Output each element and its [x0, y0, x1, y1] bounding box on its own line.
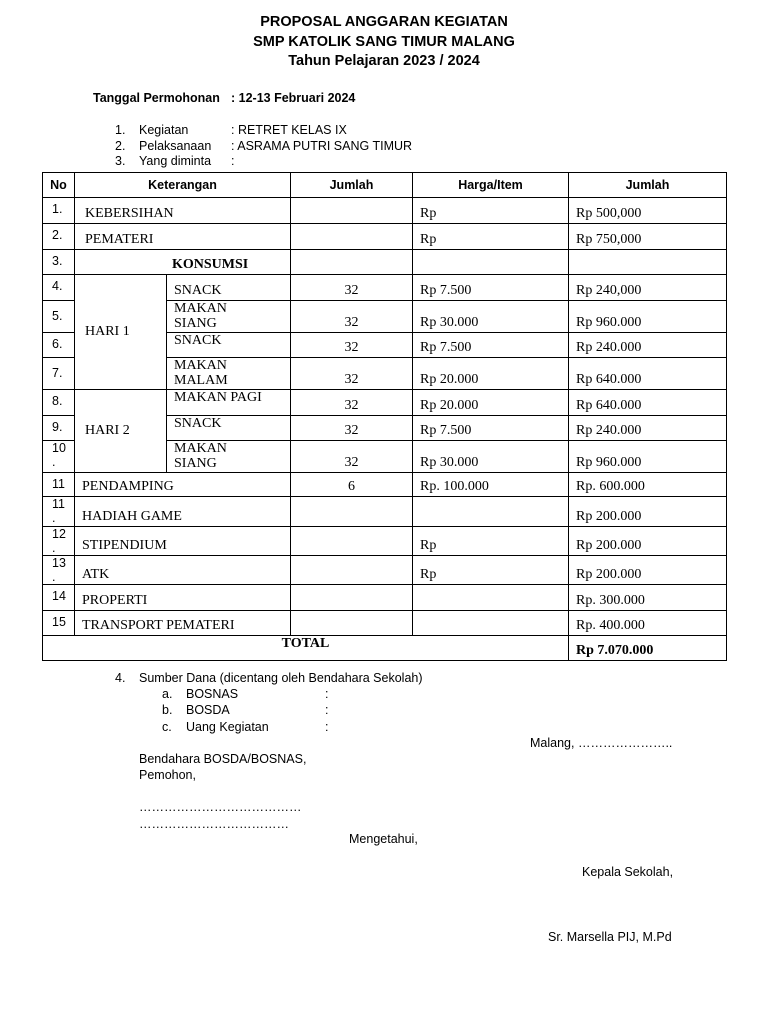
row-number: 8. [43, 390, 75, 416]
row-unit-price: Rp 20.000 [413, 390, 569, 416]
row-unit-price: Rp [413, 556, 569, 585]
row-item: MAKAN SIANG [167, 301, 291, 333]
row-unit-price: Rp [413, 224, 569, 250]
column-header-description: Keterangan [75, 173, 291, 198]
row-number: 12 . [43, 527, 75, 556]
row-total: Rp 200.000 [569, 497, 727, 527]
row-unit-price: Rp 30.000 [413, 301, 569, 333]
row-description: TRANSPORT PEMATERI [75, 611, 291, 636]
row-unit-price: Rp 30.000 [413, 441, 569, 473]
row-total: Rp. 600.000 [569, 473, 727, 497]
request-date-label: Tanggal Permohonan [93, 91, 220, 105]
row-number: 10 . [43, 441, 75, 473]
row-unit-price: Rp [413, 198, 569, 224]
row-item: MAKAN SIANG [167, 441, 291, 473]
academic-year: Tahun Pelajaran 2023 / 2024 [288, 53, 480, 69]
row-unit-price [413, 611, 569, 636]
table-row [43, 497, 727, 527]
row-number: 4. [43, 275, 75, 301]
funding-letter: b. [162, 703, 173, 717]
row-quantity: 32 [291, 358, 413, 390]
row-unit-price: Rp 7.500 [413, 333, 569, 358]
funding-number: 4. [115, 671, 126, 685]
row-quantity [291, 224, 413, 250]
info-number: 1. [115, 123, 126, 137]
row-unit-price: Rp. 100.000 [413, 473, 569, 497]
row-quantity: 32 [291, 275, 413, 301]
row-unit-price [413, 497, 569, 527]
row-description: PENDAMPING [75, 473, 291, 497]
row-number: 14 [43, 585, 75, 611]
row-total: Rp 750,000 [569, 224, 727, 250]
day-2-label: HARI 2 [75, 390, 167, 473]
budget-table [42, 172, 727, 661]
row-total: Rp 200.000 [569, 556, 727, 585]
row-item: SNACK [167, 416, 291, 441]
table-header-row [43, 173, 727, 198]
row-description: KEBERSIHAN [75, 198, 291, 224]
row-item: SNACK [167, 333, 291, 358]
total-row [43, 636, 727, 661]
row-number: 1. [43, 198, 75, 224]
row-total: Rp. 300.000 [569, 585, 727, 611]
info-value: : ASRAMA PUTRI SANG TIMUR [231, 139, 413, 153]
row-total: Rp. 400.000 [569, 611, 727, 636]
table-row [43, 527, 727, 556]
row-item: MAKAN PAGI [167, 390, 291, 416]
total-value: Rp 7.070.000 [569, 636, 727, 661]
info-value: : [231, 154, 235, 168]
row-description: STIPENDIUM [75, 527, 291, 556]
row-quantity: 32 [291, 390, 413, 416]
row-quantity [291, 585, 413, 611]
table-row [43, 198, 727, 224]
funding-option-bosnas: BOSNAS [186, 687, 239, 701]
row-item: MAKAN MALAM [167, 358, 291, 390]
row-quantity [291, 497, 413, 527]
row-total: Rp 500,000 [569, 198, 727, 224]
row-total: Rp 960.000 [569, 441, 727, 473]
funding-letter: a. [162, 687, 173, 701]
row-total: Rp 640.000 [569, 390, 727, 416]
row-quantity: 32 [291, 416, 413, 441]
table-row [43, 224, 727, 250]
row-quantity [291, 556, 413, 585]
info-number: 2. [115, 139, 126, 153]
signature-line: ……………………………… [139, 817, 289, 831]
row-quantity: 32 [291, 441, 413, 473]
treasurer-title: Bendahara BOSDA/BOSNAS, [139, 752, 307, 766]
table-row [43, 390, 727, 416]
info-label: Kegiatan [139, 123, 189, 137]
row-number: 6. [43, 333, 75, 358]
column-header-unit-price: Harga/Item [413, 173, 569, 198]
row-unit-price: Rp 20.000 [413, 358, 569, 390]
row-quantity [291, 198, 413, 224]
row-unit-price: Rp [413, 527, 569, 556]
table-row [43, 250, 727, 275]
row-number: 13 . [43, 556, 75, 585]
row-total: Rp 640.000 [569, 358, 727, 390]
row-quantity: 32 [291, 301, 413, 333]
row-item: SNACK [167, 275, 291, 301]
school-name: SMP KATOLIK SANG TIMUR MALANG [253, 34, 515, 50]
total-label: TOTAL [43, 636, 569, 661]
row-unit-price: Rp 7.500 [413, 275, 569, 301]
row-total: Rp 240.000 [569, 333, 727, 358]
funding-option-activity-money: Uang Kegiatan [186, 720, 269, 734]
row-number: 11 [43, 473, 75, 497]
row-quantity: 32 [291, 333, 413, 358]
row-description: PROPERTI [75, 585, 291, 611]
row-quantity: 6 [291, 473, 413, 497]
funding-option-bosda: BOSDA [186, 703, 230, 717]
row-quantity [291, 527, 413, 556]
row-unit-price [413, 585, 569, 611]
column-header-no: No [43, 173, 75, 198]
row-unit-price: Rp 7.500 [413, 416, 569, 441]
funding-colon: : [325, 703, 329, 717]
info-label: Pelaksanaan [139, 139, 212, 153]
row-number: 3. [43, 250, 75, 275]
table-row [43, 473, 727, 497]
info-number: 3. [115, 154, 126, 168]
row-description: ATK [75, 556, 291, 585]
applicant-title: Pemohon, [139, 768, 196, 782]
row-number: 5. [43, 301, 75, 333]
principal-title: Kepala Sekolah, [582, 865, 674, 879]
signature-line: ………………………………… [139, 800, 302, 814]
funding-colon: : [325, 687, 329, 701]
row-total: Rp 240,000 [569, 275, 727, 301]
place-date: Malang, ………………….. [530, 736, 673, 750]
row-total: Rp 240.000 [569, 416, 727, 441]
principal-name: Sr. Marsella PIJ, M.Pd [548, 930, 672, 944]
funding-colon: : [325, 720, 329, 734]
info-label: Yang diminta [139, 154, 212, 168]
table-row [43, 611, 727, 636]
funding-title: Sumber Dana (dicentang oleh Bendahara Sekolah) [139, 671, 423, 685]
row-section-consumption: KONSUMSI [75, 250, 291, 275]
acknowledged-label: Mengetahui, [349, 832, 418, 846]
row-number: 15 [43, 611, 75, 636]
table-row [43, 556, 727, 585]
info-value: : RETRET KELAS IX [231, 123, 347, 137]
row-total: Rp 200.000 [569, 527, 727, 556]
row-quantity [291, 611, 413, 636]
row-number: 9. [43, 416, 75, 441]
row-number: 11 . [43, 497, 75, 527]
row-number: 7. [43, 358, 75, 390]
row-total: Rp 960.000 [569, 301, 727, 333]
column-header-quantity: Jumlah [291, 173, 413, 198]
day-1-label: HARI 1 [75, 275, 167, 390]
column-header-total: Jumlah [569, 173, 727, 198]
funding-letter: c. [162, 720, 172, 734]
row-number: 2. [43, 224, 75, 250]
table-row [43, 585, 727, 611]
document-title: PROPOSAL ANGGARAN KEGIATAN [260, 14, 508, 30]
request-date-value: : 12-13 Februari 2024 [231, 91, 356, 105]
table-row [43, 275, 727, 301]
row-description: PEMATERI [75, 224, 291, 250]
row-description: HADIAH GAME [75, 497, 291, 527]
